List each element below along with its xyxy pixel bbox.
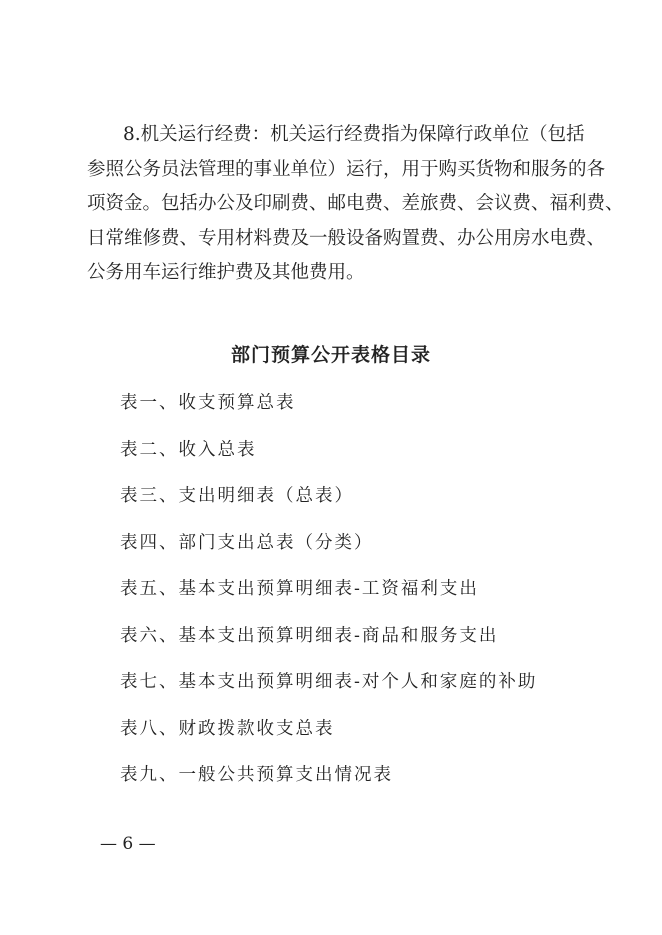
toc-title: 部门预算公开表格目录 [230, 344, 431, 366]
toc-item: 表一、收支预算总表 [120, 393, 296, 413]
paragraph-line: 参照公务员法管理的事业单位）运行，用于购买货物和服务的各 [87, 158, 606, 180]
toc-item: 表三、支出明细表（总表） [120, 486, 354, 506]
toc-list [120, 389, 537, 808]
toc-item: 表五、基本支出预算明细表-工资福利支出 [120, 579, 479, 599]
toc-item: 表七、基本支出预算明细表-对个人和家庭的补助 [120, 672, 538, 692]
paragraph-line: 公务用车运行维护费及其他费用。 [87, 262, 365, 283]
paragraph-line: 8.机关运行经费：机关运行经费指为保障行政单位（包括 [123, 124, 585, 145]
toc-item: 表八、财政拨款收支总表 [120, 718, 335, 739]
paragraph-line: 项资金。包括办公及印刷费、邮电费、差旅费、会议费、福利费、 [87, 193, 624, 214]
paragraph-operating-expenses [87, 118, 624, 291]
paragraph-line: 日常维修费、专用材料费及一般设备购置费、办公用房水电费、 [87, 227, 606, 249]
toc-item: 表四、部门支出总表（分类） [120, 532, 374, 553]
toc-item: 表六、基本支出预算明细表-商品和服务支出 [120, 625, 499, 646]
toc-item: 表二、收入总表 [120, 439, 257, 460]
page-number: — 6 — [100, 834, 156, 854]
toc-item: 表九、一般公共预算支出情况表 [120, 765, 393, 785]
